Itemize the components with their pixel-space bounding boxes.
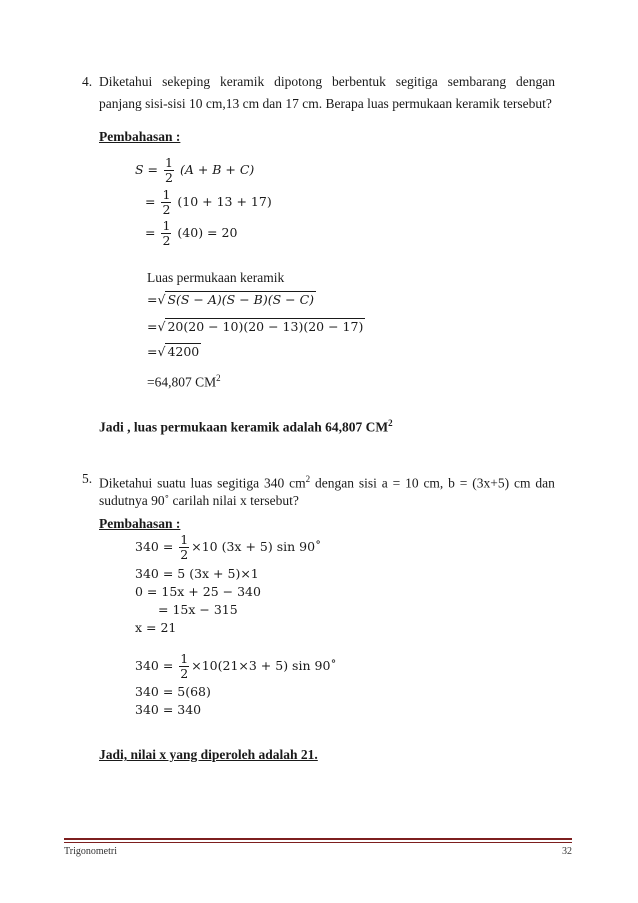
equals-sign: = <box>145 194 156 209</box>
problem-4-number: 4. <box>82 74 93 89</box>
p5-line2: 340 = 5 (3x + 5)×1 <box>135 566 259 581</box>
fraction-denominator: 2 <box>162 233 171 248</box>
footer-rule-thick <box>64 838 572 840</box>
sqrt-line1 <box>147 292 316 307</box>
sqrt-line2 <box>147 319 365 334</box>
fraction-denominator: 2 <box>180 547 189 562</box>
sqrt-radicand: S(S − A)(S − B)(S − C) <box>167 292 315 307</box>
problem-4-conclusion-text: Jadi , luas permukaan keramik adalah 64,807 CM <box>99 419 389 435</box>
problem-4-text-line1: Diketahui sekeping keramik dipotong berbentuk segitiga sembarang dengan <box>99 74 556 89</box>
fraction-denominator: 2 <box>162 202 171 217</box>
formula-step3 <box>145 219 237 248</box>
sqrt-line3 <box>147 344 201 359</box>
formula-s <box>135 156 254 185</box>
equals-sign: = <box>147 344 158 359</box>
p5-line1-lhs: 340 = <box>135 539 174 554</box>
p5-check1-lhs: 340 = <box>135 658 174 673</box>
sqrt-symbol: √ 4200 <box>157 344 200 359</box>
problem-5-text-line1 <box>99 469 555 494</box>
problem-5-exponent: 2 <box>305 474 311 484</box>
equals-sign: = <box>147 319 158 334</box>
p5-check1-rhs: ×10(21×3 + 5) sin 90˚ <box>191 658 337 673</box>
p5-line1 <box>135 533 321 562</box>
p5-check3: 340 = 340 <box>135 702 202 717</box>
p5-check1 <box>135 652 337 681</box>
area-result-value: =64,807 CM <box>147 374 217 390</box>
problem-4-heading: Pembahasan : <box>99 129 181 144</box>
p5-line3: 0 = 15x + 25 − 340 <box>135 584 261 599</box>
sqrt-symbol: √ S(S − A)(S − B)(S − C) <box>157 292 315 307</box>
p5-line5: x = 21 <box>135 620 177 635</box>
fraction-denominator: 2 <box>180 666 189 681</box>
page-number: 32 <box>562 846 572 857</box>
problem-5-number: 5. <box>82 471 93 486</box>
formula-s-rhs: (A + B + C) <box>179 162 255 177</box>
fraction-half <box>161 188 171 217</box>
fraction-half <box>179 652 189 681</box>
problem-4-text-line2: panjang sisi-sisi 10 cm,13 cm dan 17 cm. Berapa luas permukaan keramik tersebut? <box>99 96 552 111</box>
formula-step3-rhs: (40) = 20 <box>177 225 238 240</box>
area-result-exponent: 2 <box>216 373 221 383</box>
area-label: Luas permukaan keramik <box>147 270 285 285</box>
fraction-half <box>179 533 189 562</box>
problem-5-text-line2: sudutnya 90˚ carilah nilai x tersebut? <box>99 493 299 508</box>
fraction-denominator: 2 <box>165 170 173 185</box>
p5-line4: = 15x − 315 <box>158 602 238 617</box>
fraction-numerator: 1 <box>180 532 189 547</box>
problem-5-text-b: dengan sisi a = 10 cm, b = (3x+5) cm dan <box>310 475 555 491</box>
equals-sign: = <box>147 292 158 307</box>
problem-5-text-a: Diketahui suatu luas segitiga 340 cm <box>99 475 306 491</box>
fraction-numerator: 1 <box>180 651 189 666</box>
formula-s-lhs: S = <box>135 162 159 177</box>
equals-sign: = <box>145 225 156 240</box>
problem-4-conclusion-exponent: 2 <box>388 418 393 428</box>
sqrt-radicand: 4200 <box>167 344 200 359</box>
p5-line1-rhs: ×10 (3x + 5) sin 90˚ <box>191 539 322 554</box>
formula-step2-rhs: (10 + 13 + 17) <box>177 194 272 209</box>
p5-check2: 340 = 5(68) <box>135 684 211 699</box>
area-result <box>147 368 221 393</box>
fraction-numerator: 1 <box>165 155 173 170</box>
fraction-numerator: 1 <box>162 218 171 233</box>
footer-title: Trigonometri <box>64 846 117 857</box>
footer-rule-thin <box>64 842 572 843</box>
fraction-numerator: 1 <box>162 187 171 202</box>
sqrt-symbol: √ 20(20 − 10)(20 − 13)(20 − 17) <box>157 319 364 334</box>
fraction-half <box>161 219 171 248</box>
problem-5-heading: Pembahasan : <box>99 516 181 531</box>
formula-step2 <box>145 188 272 217</box>
sqrt-radicand: 20(20 − 10)(20 − 13)(20 − 17) <box>167 319 364 334</box>
problem-5-conclusion: Jadi, nilai x yang diperoleh adalah 21. <box>99 747 318 762</box>
problem-4-conclusion <box>99 413 393 438</box>
fraction-half <box>164 156 174 185</box>
